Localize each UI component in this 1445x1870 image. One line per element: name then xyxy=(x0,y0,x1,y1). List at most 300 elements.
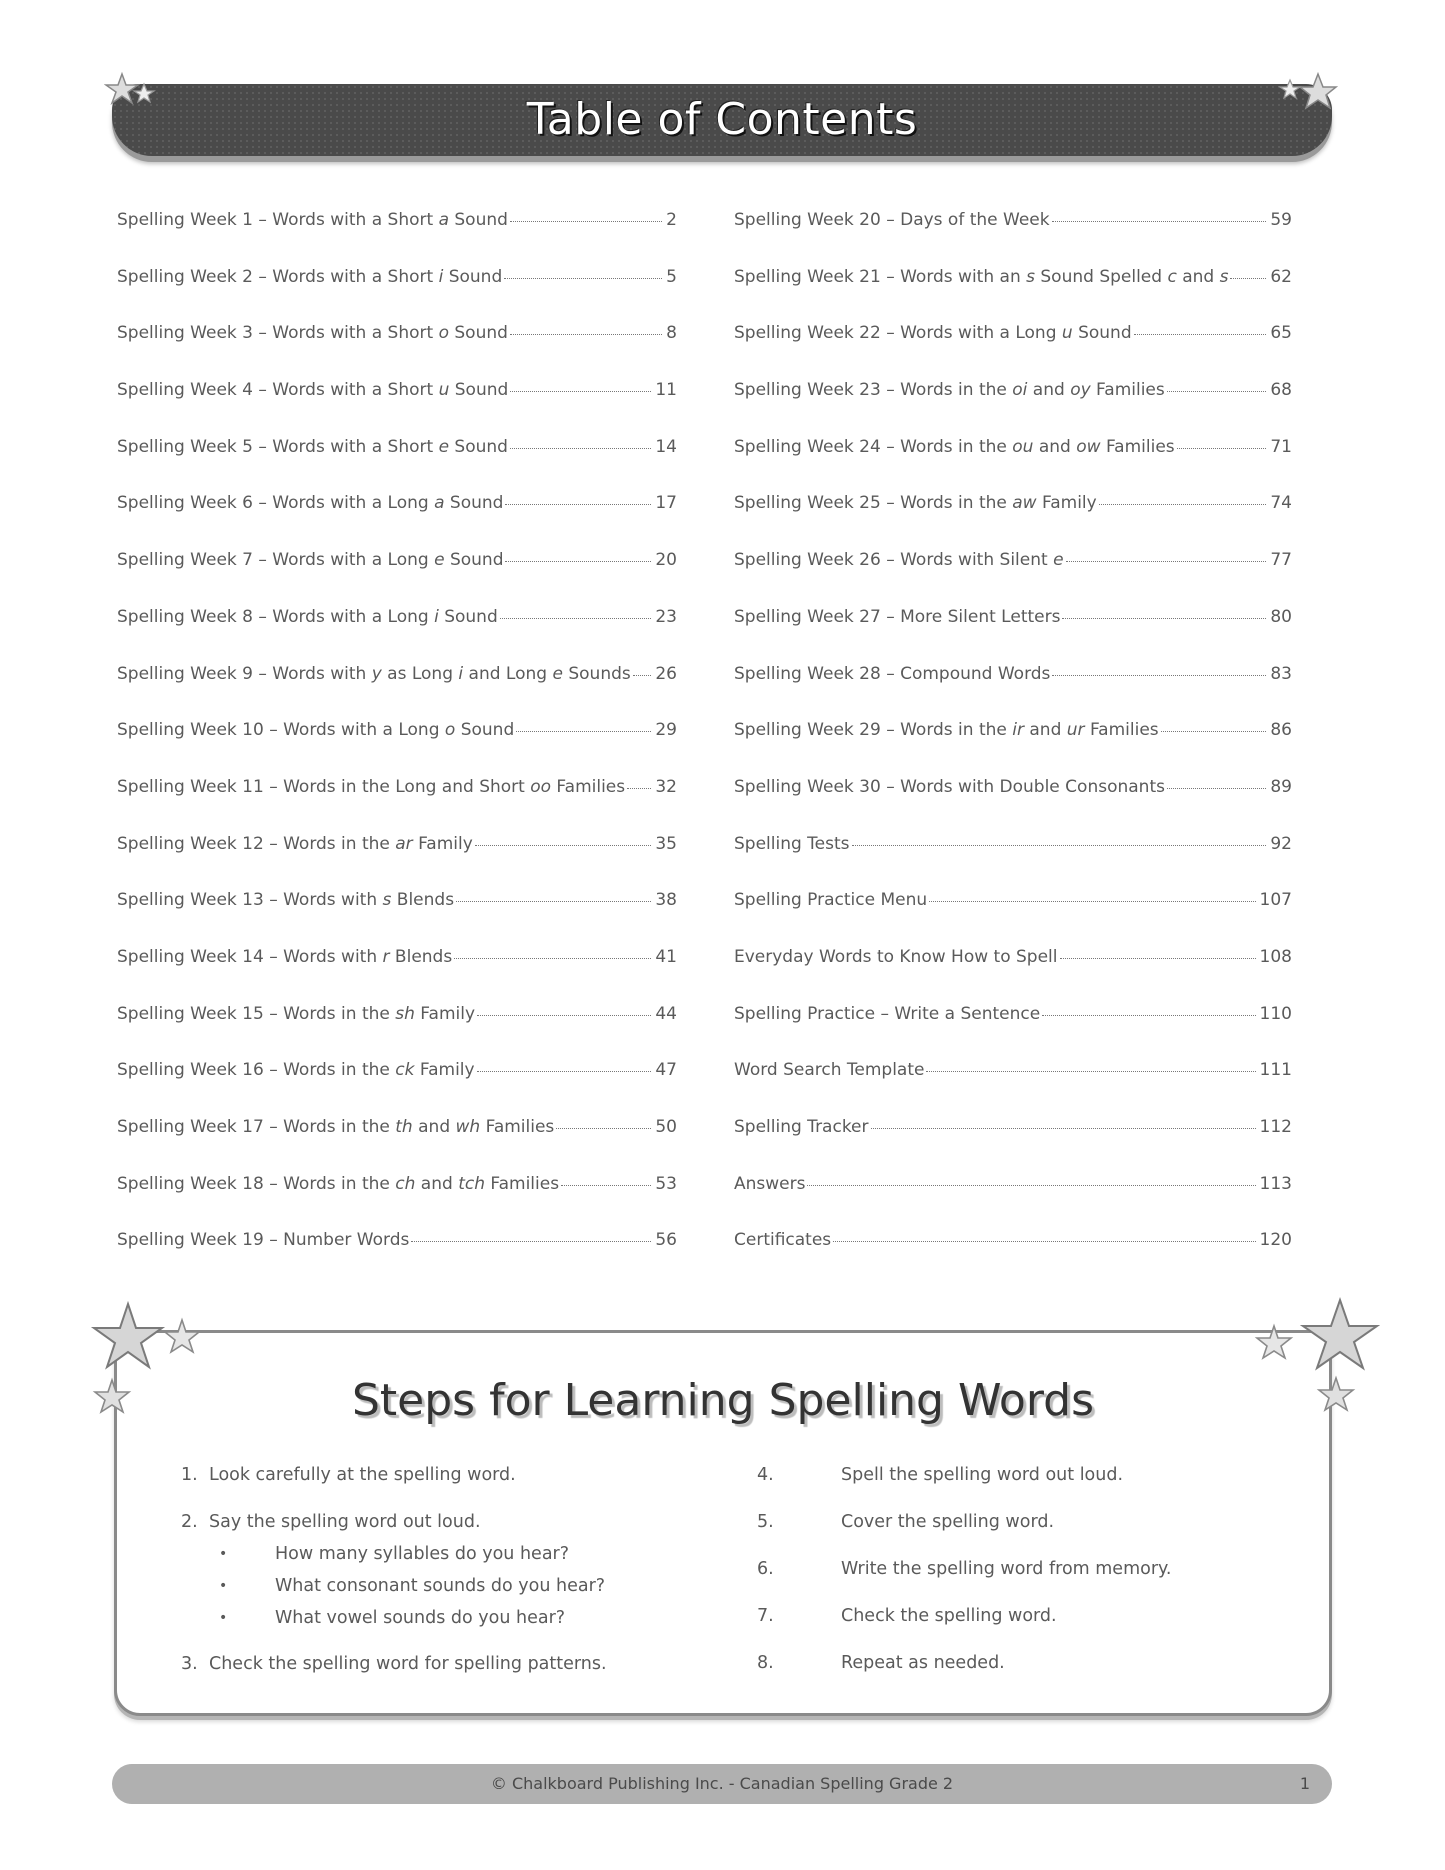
toc-entry-text: Sound Spelled xyxy=(1034,266,1168,287)
bullet-text: How many syllables do you hear? xyxy=(275,1544,570,1564)
toc-entry[interactable] xyxy=(117,664,677,721)
toc-entry-text: Spelling Week 12 – Words in the xyxy=(117,833,396,854)
toc-page-number: 68 xyxy=(1270,380,1292,401)
toc-entry-text: Sounds xyxy=(562,663,631,684)
toc-page-number: 83 xyxy=(1270,663,1292,684)
toc-entry-text: Sound xyxy=(1072,323,1132,344)
toc-page-number: 59 xyxy=(1270,210,1292,230)
toc-left-column xyxy=(117,210,677,1287)
toc-page-number: 56 xyxy=(655,1230,677,1251)
steps-right-column xyxy=(757,1465,1277,1700)
dot-leader xyxy=(1099,504,1267,505)
toc-entry[interactable] xyxy=(734,323,1292,380)
dot-leader xyxy=(833,1241,1255,1242)
step-number: 4. xyxy=(757,1465,774,1485)
toc-entry[interactable] xyxy=(117,267,677,324)
toc-entry-text: Spelling Week 8 – Words with a Long xyxy=(117,606,435,627)
toc-entry[interactable] xyxy=(734,493,1292,550)
toc-entry[interactable] xyxy=(734,947,1292,1004)
step-number: 6. xyxy=(757,1559,774,1579)
dot-leader xyxy=(807,1185,1255,1186)
toc-page-number: 17 xyxy=(655,493,677,514)
toc-entry[interactable] xyxy=(117,1060,677,1117)
toc-page-number: 77 xyxy=(1270,550,1292,571)
toc-entry-text: Blends xyxy=(389,946,453,967)
step-bullet xyxy=(181,1544,701,1576)
toc-entry-text: Families xyxy=(1084,720,1159,741)
toc-entry-title xyxy=(734,1004,1040,1024)
toc-page-number: 71 xyxy=(1270,436,1292,457)
toc-entry-text: Spelling Week 6 – Words with a Long xyxy=(117,493,435,514)
toc-entry-text: Word Search Template xyxy=(734,1060,925,1081)
dot-leader xyxy=(556,1128,651,1129)
step-text: Write the spelling word from memory. xyxy=(841,1559,1172,1579)
dot-leader xyxy=(510,221,662,222)
toc-entry-title xyxy=(117,323,508,343)
toc-entry[interactable] xyxy=(117,323,677,380)
toc-entry[interactable] xyxy=(117,550,677,607)
toc-entry-text: Spelling Week 21 – Words with an xyxy=(734,266,1027,287)
toc-entry-text: as Long xyxy=(381,663,459,684)
dot-leader xyxy=(477,1015,651,1016)
toc-entry-italic: oy xyxy=(1070,380,1091,401)
toc-page-number: 107 xyxy=(1259,890,1292,911)
step-text: Cover the spelling word. xyxy=(841,1512,1055,1532)
toc-entry-text: Spelling Week 28 – Compound Words xyxy=(734,663,1051,684)
toc-entry-title xyxy=(117,1117,554,1137)
step-text: Repeat as needed. xyxy=(841,1653,1005,1673)
page-title: Table of Contents xyxy=(526,94,918,145)
toc-entry-title xyxy=(117,1004,475,1024)
toc-entry-italic: ir xyxy=(1012,720,1024,741)
toc-entry-text: and xyxy=(415,1173,459,1194)
toc-entry[interactable] xyxy=(117,890,677,947)
toc-page-number: 38 xyxy=(655,890,677,911)
toc-entry[interactable] xyxy=(734,380,1292,437)
dot-leader xyxy=(500,618,652,619)
toc-entry-text: Families xyxy=(551,776,626,797)
dot-leader xyxy=(1167,788,1266,789)
toc-entry-italic: aw xyxy=(1012,493,1037,514)
toc-entry-text: Spelling Practice – Write a Sentence xyxy=(734,1003,1041,1024)
toc-page-number: 110 xyxy=(1259,1003,1292,1024)
toc-entry-title xyxy=(117,380,508,400)
dot-leader xyxy=(456,901,651,902)
star-icon xyxy=(1240,1296,1380,1426)
toc-entry-italic: s xyxy=(1026,266,1035,287)
step-item xyxy=(181,1654,701,1701)
toc-page-number: 20 xyxy=(655,550,677,571)
dot-leader xyxy=(1052,221,1267,222)
toc-entry-italic: s xyxy=(1219,266,1229,287)
toc-entry-title xyxy=(734,1060,924,1080)
footer-bar xyxy=(112,1764,1332,1804)
toc-entry-text: Spelling Week 10 – Words with a Long xyxy=(117,720,445,741)
toc-entry-text: Spelling Week 23 – Words in the xyxy=(734,380,1013,401)
toc-entry-text: Spelling Week 27 – More Silent Letters xyxy=(734,606,1061,627)
dot-leader xyxy=(1042,1015,1255,1016)
step-item xyxy=(757,1512,1277,1559)
toc-entry-text: and Long xyxy=(463,663,553,684)
toc-entry[interactable] xyxy=(117,947,677,1004)
toc-page-number: 8 xyxy=(666,323,677,344)
toc-entry-italic: ar xyxy=(395,833,413,854)
toc-entry-text: Families xyxy=(484,1173,560,1194)
toc-entry-text: and xyxy=(1176,266,1220,287)
toc-entry-text: Spelling Tracker xyxy=(734,1117,869,1137)
dot-leader xyxy=(929,901,1255,902)
toc-entry[interactable] xyxy=(117,720,677,777)
step-item xyxy=(757,1559,1277,1606)
toc-entry-title xyxy=(117,1230,409,1250)
step-item xyxy=(757,1653,1277,1700)
toc-page-number: 26 xyxy=(655,663,677,684)
toc-entry-italic: s xyxy=(382,890,392,911)
toc-entry[interactable] xyxy=(117,493,677,550)
toc-entry[interactable] xyxy=(734,777,1292,834)
toc-entry-italic: e xyxy=(434,550,445,571)
toc-entry-text: Blends xyxy=(391,890,455,911)
dot-leader xyxy=(505,561,651,562)
toc-entry[interactable] xyxy=(734,720,1292,777)
toc-entry-text: Spelling Week 3 – Words with a Short xyxy=(117,323,439,344)
toc-entry-italic: i xyxy=(434,606,439,627)
dot-leader xyxy=(1060,958,1256,959)
toc-entry-text: Sound xyxy=(444,493,504,514)
toc-entry-title xyxy=(117,834,473,854)
dot-leader xyxy=(1062,618,1266,619)
toc-page-number: 50 xyxy=(655,1117,677,1137)
toc-page-number: 32 xyxy=(655,776,677,797)
toc-entry-title xyxy=(734,1174,805,1194)
toc-entry-italic: o xyxy=(438,323,449,344)
toc-entry-title xyxy=(117,437,508,457)
toc-entry-text: Families xyxy=(480,1117,555,1137)
toc-page-number: 89 xyxy=(1270,776,1292,797)
toc-entry-text: Spelling Week 24 – Words in the xyxy=(734,436,1013,457)
toc-entry-title xyxy=(734,323,1132,343)
toc-entry-italic: wh xyxy=(455,1117,481,1137)
toc-entry-text: Sound xyxy=(449,436,508,457)
dot-leader xyxy=(871,1128,1256,1129)
toc-entry-italic: a xyxy=(438,210,449,230)
toc-entry[interactable] xyxy=(734,210,1292,267)
toc-entry-text: Family xyxy=(414,1060,475,1081)
star-icon xyxy=(104,70,164,120)
dot-leader xyxy=(1066,561,1267,562)
toc-page-number: 120 xyxy=(1259,1230,1292,1251)
toc-entry[interactable] xyxy=(734,437,1292,494)
title-banner xyxy=(112,84,1332,156)
toc-entry-italic: r xyxy=(382,946,390,967)
toc-entry[interactable] xyxy=(117,437,677,494)
toc-entry[interactable] xyxy=(117,1004,677,1061)
toc-entry-text: Spelling Week 29 – Words in the xyxy=(734,720,1013,741)
dot-leader xyxy=(504,278,662,279)
toc-entry-text: Spelling Week 26 – Words with Silent xyxy=(734,550,1054,571)
toc-entry-title xyxy=(734,550,1064,570)
toc-entry-italic: i xyxy=(458,663,464,684)
step-text: Say the spelling word out loud. xyxy=(209,1512,481,1532)
dot-leader xyxy=(1161,731,1267,732)
step-bullet xyxy=(181,1608,701,1640)
toc-entry-text: Certificates xyxy=(734,1230,832,1251)
toc-page-number: 41 xyxy=(655,946,677,967)
toc-entry-text: Spelling Week 9 – Words with xyxy=(117,663,372,684)
toc-page-number: 5 xyxy=(666,266,677,287)
footer-copyright: © Chalkboard Publishing Inc. - Canadian Spelling Grade 2 xyxy=(490,1774,954,1793)
toc-entry-text: Spelling Week 25 – Words in the xyxy=(734,493,1013,514)
toc-entry-italic: c xyxy=(1167,266,1177,287)
toc-entry-text: Sound xyxy=(438,606,498,627)
toc-entry-title xyxy=(734,1230,831,1250)
toc-entry[interactable] xyxy=(734,607,1292,664)
step-text: Check the spelling word for spelling patterns. xyxy=(209,1654,607,1674)
toc-entry[interactable] xyxy=(734,1117,1292,1174)
toc-entry[interactable] xyxy=(117,380,677,437)
toc-entry-italic: ck xyxy=(395,1060,415,1081)
toc-entry-title xyxy=(734,947,1058,967)
steps-box xyxy=(114,1330,1332,1716)
toc-entry-text: Spelling Week 14 – Words with xyxy=(117,946,383,967)
toc-page-number: 14 xyxy=(655,436,677,457)
toc-entry-italic: ch xyxy=(395,1173,416,1194)
toc-entry-title xyxy=(117,550,503,570)
toc-entry-text: Spelling Week 15 – Words in the xyxy=(117,1003,396,1024)
dot-leader xyxy=(852,845,1267,846)
bullet-icon: • xyxy=(219,1578,228,1594)
dot-leader xyxy=(454,958,651,959)
dot-leader xyxy=(1167,391,1267,392)
step-number: 2. xyxy=(181,1512,198,1532)
step-text: Look carefully at the spelling word. xyxy=(209,1465,516,1485)
toc-page-number: 111 xyxy=(1259,1060,1292,1081)
dot-leader xyxy=(510,448,651,449)
toc-entry-title xyxy=(117,1174,559,1194)
toc-entry-title xyxy=(117,493,503,513)
toc-entry-title xyxy=(117,1060,475,1080)
toc-entry-title xyxy=(734,267,1228,287)
toc-entry-text: Spelling Week 7 – Words with a Long xyxy=(117,550,435,571)
toc-page-number: 112 xyxy=(1259,1117,1292,1137)
toc-page-number: 80 xyxy=(1270,606,1292,627)
toc-entry-title xyxy=(734,210,1050,230)
toc-entry-title xyxy=(734,493,1097,513)
toc-entry-title xyxy=(734,777,1165,797)
toc-entry-text: Spelling Week 2 – Words with a Short xyxy=(117,266,439,287)
toc-entry[interactable] xyxy=(117,1174,677,1231)
toc-page-number: 113 xyxy=(1259,1173,1292,1194)
toc-entry-italic: a xyxy=(434,493,445,514)
toc-entry-title xyxy=(734,664,1050,684)
toc-entry[interactable] xyxy=(117,834,677,891)
step-item xyxy=(757,1606,1277,1653)
toc-entry-title xyxy=(117,267,502,287)
toc-entry[interactable] xyxy=(734,1004,1292,1061)
toc-entry-italic: ur xyxy=(1066,720,1085,741)
toc-entry[interactable] xyxy=(734,834,1292,891)
toc-entry-title xyxy=(734,437,1175,457)
toc-entry-title xyxy=(117,890,454,910)
toc-entry-text: Spelling Week 5 – Words with a Short xyxy=(117,436,439,457)
step-number: 5. xyxy=(757,1512,774,1532)
toc-entry-italic: u xyxy=(1061,323,1073,344)
toc-entry[interactable] xyxy=(117,1230,677,1287)
toc-entry-italic: i xyxy=(438,266,444,287)
toc-entry[interactable] xyxy=(734,890,1292,947)
toc-entry-title xyxy=(117,210,508,230)
toc-page-number: 86 xyxy=(1270,720,1292,741)
toc-entry-italic: e xyxy=(438,436,450,457)
toc-entry-italic: e xyxy=(1053,550,1064,571)
toc-entry-text: Spelling Week 22 – Words with a Long xyxy=(734,323,1062,344)
toc-entry-title xyxy=(117,777,625,797)
toc-entry-text: Sound xyxy=(443,266,503,287)
toc-entry-italic: u xyxy=(438,380,450,401)
toc-entry[interactable] xyxy=(734,1174,1292,1231)
step-number: 3. xyxy=(181,1654,198,1674)
dot-leader xyxy=(1177,448,1267,449)
toc-entry-italic: e xyxy=(552,663,563,684)
toc-entry-text: Spelling Week 18 – Words in the xyxy=(117,1173,396,1194)
toc-entry-text: Spelling Week 20 – Days of the Week xyxy=(734,210,1050,230)
dot-leader xyxy=(1052,675,1266,676)
toc-entry-text: and xyxy=(1033,436,1077,457)
bullet-text: What consonant sounds do you hear? xyxy=(275,1576,606,1596)
toc-entry-text: Spelling Tests xyxy=(734,833,850,854)
toc-page-number: 2 xyxy=(666,210,677,230)
toc-entry-text: Sound xyxy=(449,380,509,401)
toc-entry-title xyxy=(734,1117,869,1137)
toc-entry-title xyxy=(117,607,498,627)
toc-page-number: 53 xyxy=(655,1173,677,1194)
toc-entry[interactable] xyxy=(117,607,677,664)
toc-entry-title xyxy=(117,664,631,684)
toc-entry-text: Sound xyxy=(448,210,508,230)
step-bullet xyxy=(181,1576,701,1608)
bullet-icon: • xyxy=(219,1546,228,1562)
toc-entry-title xyxy=(734,834,850,854)
toc-entry-title xyxy=(734,380,1165,400)
toc-entry-text: Spelling Week 11 – Words in the Long and Short xyxy=(117,776,531,797)
toc-entry-text: Families xyxy=(1090,380,1165,401)
toc-entry-text: Sound xyxy=(448,323,508,344)
toc-page-number: 92 xyxy=(1270,833,1292,854)
bullet-icon: • xyxy=(219,1610,228,1626)
toc-page-number: 29 xyxy=(655,720,677,741)
dot-leader xyxy=(516,731,651,732)
page-number: 1 xyxy=(1299,1774,1310,1793)
dot-leader xyxy=(561,1185,651,1186)
toc-entry-text: Spelling Week 30 – Words with Double Consonants xyxy=(734,776,1165,797)
toc-entry-text: and xyxy=(1023,720,1067,741)
toc-page-number: 65 xyxy=(1270,323,1292,344)
dot-leader xyxy=(926,1071,1255,1072)
step-number: 1. xyxy=(181,1465,198,1485)
toc-entry[interactable] xyxy=(734,550,1292,607)
toc-entry[interactable] xyxy=(117,210,677,267)
bullet-text: What vowel sounds do you hear? xyxy=(275,1608,566,1628)
toc-page-number: 108 xyxy=(1259,946,1292,967)
toc-entry-title xyxy=(117,947,452,967)
dot-leader xyxy=(510,391,651,392)
toc-entry-text: and xyxy=(1027,380,1071,401)
toc-entry-italic: oo xyxy=(530,776,552,797)
toc-entry-text: Family xyxy=(1036,493,1097,514)
steps-title: Steps for Learning Spelling Words xyxy=(351,1375,1094,1426)
toc-entry-text: Spelling Week 19 – Number Words xyxy=(117,1230,410,1251)
star-icon xyxy=(1270,70,1340,126)
toc-right-column xyxy=(734,210,1292,1287)
toc-entry-italic: o xyxy=(444,720,456,741)
dot-leader xyxy=(633,675,652,676)
toc-entry[interactable] xyxy=(734,1230,1292,1287)
toc-entry-text: Family xyxy=(412,833,473,854)
dot-leader xyxy=(477,1071,652,1072)
dot-leader xyxy=(627,788,651,789)
toc-entry[interactable] xyxy=(117,1117,677,1174)
toc-entry-title xyxy=(734,890,927,910)
toc-entry-text: Sound xyxy=(455,720,515,741)
toc-entry-title xyxy=(734,607,1060,627)
toc-entry-italic: sh xyxy=(395,1003,415,1024)
toc-page-number: 44 xyxy=(655,1003,677,1024)
toc-entry-italic: y xyxy=(371,663,382,684)
step-item xyxy=(181,1465,701,1512)
toc-entry[interactable] xyxy=(734,664,1292,721)
toc-page-number: 23 xyxy=(655,606,677,627)
toc-entry[interactable] xyxy=(117,777,677,834)
toc-page-number: 11 xyxy=(655,380,677,401)
dot-leader xyxy=(475,845,652,846)
toc-entry-text: Spelling Week 17 – Words in the xyxy=(117,1117,396,1137)
step-text: Check the spelling word. xyxy=(841,1606,1057,1626)
toc-entry-italic: oi xyxy=(1012,380,1028,401)
toc-entry-text: Answers xyxy=(734,1173,806,1194)
step-item xyxy=(757,1465,1277,1512)
toc-entry-text: Spelling Week 4 – Words with a Short xyxy=(117,380,439,401)
toc-entry[interactable] xyxy=(734,267,1292,324)
toc-entry-title xyxy=(734,720,1159,740)
step-item xyxy=(181,1512,701,1544)
toc-entry[interactable] xyxy=(734,1060,1292,1117)
toc-page-number: 74 xyxy=(1270,493,1292,514)
toc-entry-italic: th xyxy=(395,1117,413,1137)
toc-entry-text: Everyday Words to Know How to Spell xyxy=(734,946,1058,967)
dot-leader xyxy=(1134,334,1267,335)
star-icon xyxy=(86,1300,216,1420)
toc-entry-italic: tch xyxy=(458,1173,485,1194)
toc-entry-text: Spelling Practice Menu xyxy=(734,890,928,911)
step-number: 8. xyxy=(757,1653,774,1673)
toc-entry-text: Families xyxy=(1100,436,1175,457)
toc-entry-italic: ou xyxy=(1012,436,1034,457)
toc-entry-text: Spelling Week 13 – Words with xyxy=(117,890,383,911)
toc-entry-text: Spelling Week 16 – Words in the xyxy=(117,1060,396,1081)
toc-entry-italic: ow xyxy=(1076,436,1101,457)
dot-leader xyxy=(411,1241,651,1242)
dot-leader xyxy=(505,504,651,505)
toc-entry-text: and xyxy=(412,1117,456,1137)
toc-entry-text: Family xyxy=(414,1003,476,1024)
step-number: 7. xyxy=(757,1606,774,1626)
dot-leader xyxy=(510,334,662,335)
toc-entry-title xyxy=(117,720,514,740)
steps-left-column xyxy=(181,1465,701,1701)
toc-entry-text: Sound xyxy=(444,550,504,571)
dot-leader xyxy=(1230,278,1266,279)
step-text: Spell the spelling word out loud. xyxy=(841,1465,1124,1485)
